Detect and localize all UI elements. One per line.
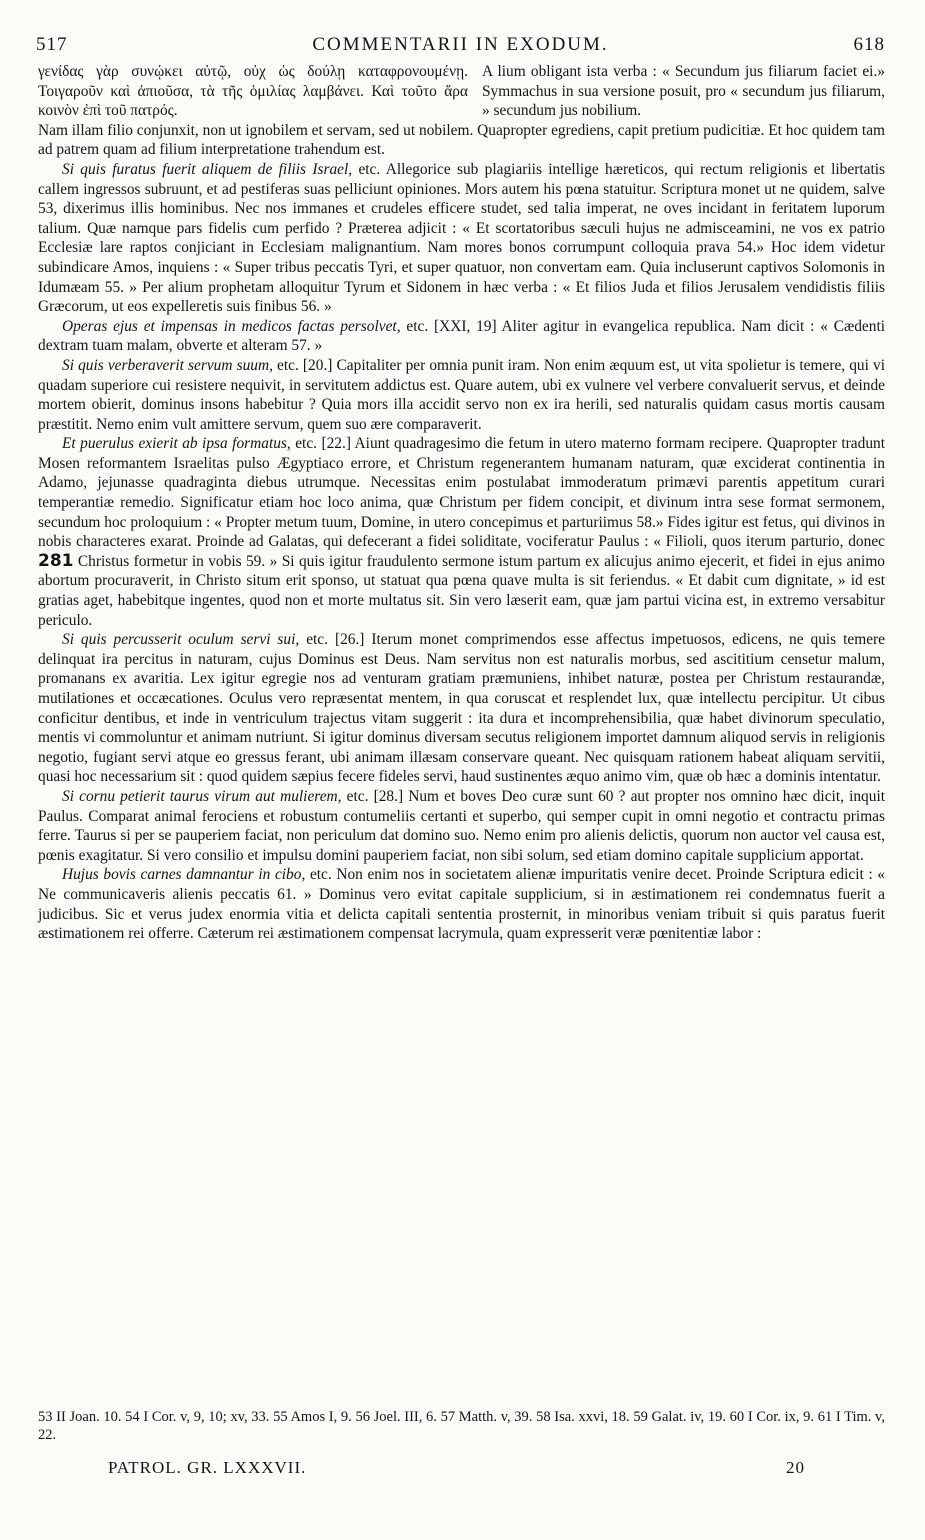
paragraph (38, 160, 885, 317)
paragraph (38, 121, 885, 160)
paragraph-text: Christus formetur in vobis 59. » Si quis igitur fraudulento sermone istum partum ex alicujus animo ejecerit, et fidei in ejus animo abortum procuraverit, in Christo situm erit sponso, ut statuat qua pœna quave multa is sit feriendus. « Et dabit cum dignitate, » id est gratias aget, habebitque ingentes, quod non et morte multatus sit. Sin vero læserit eam, quæ jam partui vicina est, in extremo versabitur periculo. (38, 552, 885, 629)
footnotes: 53 II Joan. 10. 54 I Cor. v, 9, 10; xv, 33. 55 Amos I, 9. 56 Joel. III, 6. 57 Matth. v, 39. 58 Isa. xxvi, 18. 59 Galat. iv, 19. 60 I Cor. ix, 9. 61 I Tim. v, 22. (38, 1409, 885, 1443)
latin-continuation (482, 62, 885, 121)
lemma: Si cornu petierit taurus virum aut mulierem, (62, 787, 342, 805)
paragraph-text: etc. [XXI, 19] Aliter agitur in evangelica republica. Nam dicit : « Cædenti dextram tuam malam, obverte et alteram 57. » (38, 317, 885, 355)
lemma: Operas ejus et impensas in medicos factas persolvet, (62, 317, 401, 335)
greek-text: γενίδας γὰρ συνῴκει αὐτῷ, οὐχ ὡς δούλῃ καταφρονουμένῃ. Τοιγαροῦν καὶ ἀπιοῦσα, τὰ τῆς ὁμιλίας λαμβάνει. Καὶ τοῦτο ἄρα κοινὸν ἐπὶ τοῦ πατρός. (38, 63, 468, 120)
lemma: Et puerulus exierit ab ipsa formatus, (62, 435, 291, 453)
paragraph (38, 865, 885, 943)
parallel-text-block (38, 62, 885, 121)
page-header (36, 34, 885, 56)
paragraph-text: etc. Non enim nos in societatem alienæ impuritatis venire decet. Proinde Scriptura edicit : « Ne communicaveris alienis peccatis 61. » Dominus vero evitat capitale supplicium, si in æstimationem rei condemnatus fuerit a judicibus. Sic et verus judex enormia vitia et delicta capitali sententia prosternit, in minoribus veniam tribuit si quis paratus fuerit æstimationem rei offerre. Cæterum rei æstimationem compensat lacrymula, quam expresserit veræ pœnitentiæ labor : (38, 866, 886, 943)
paragraph-text: etc. [20.] Capitaliter per omnia punit iram. Non enim æquum est, ut vita spolietur is temere, qui vi quadam superiore cui resistere nequivit, in servitutem addictus est. Quare autem, ubi ex vulnere vel verbere convaluerit servus, et deinde mortem obierit, dominus insons habebitur ? Quia mors illa accidit servo non ex ira herili, sed naturalis quidam casus mortis causam præstitit. Nemo enim vult amittere servum, quem suo ære comparaverit. (38, 356, 885, 433)
paragraph (38, 630, 885, 787)
lemma: Si quis verberaverit servum suum, (62, 356, 273, 374)
paragraph-text: etc. Allegorice sub plagiariis intellige hæreticos, qui rectum religionis et libertatis callem ingressos subruunt, et ad pestiferas suas pelliciunt opiniones. Mors autem his pœna statuitur. Scriptura monet ut ne quidem, salve 53, dixerimus illis hominibus. Nec nos immanes et crudeles efficere studet, sed talia imperat, ne oves incidant in feritatem luporum talium. Quæ namque pars fidelis cum perfido ? Præterea adjicit : « Et scortatoribus sæculi hujus ne admisceamini, ne vos ex patrio Ecclesiæ lare raptos conjiciant in Ecclesiam malignantium. Nam mores bonos corrumpunt colloquia prava 54.» Hoc idem videtur subindicare Amos, inquiens : « Super tribus peccatis Tyri, et super quatuor, non convertam eam. Quia incluserunt captivos Solomonis in Idumæam 55. » Per alium prophetam alloquitur Tyrum et Sidonem in hæc verba : « Et filios Juda et filios Jerusalem vendidistis filiis Græcorum, ut eos expelleretis suis finibus 56. » (38, 160, 885, 316)
lemma: Si quis furatus fuerit aliquem de filiis Israel, (62, 160, 353, 178)
paragraph (38, 317, 885, 356)
signature-mark: 20 (786, 1458, 805, 1477)
main-text (38, 62, 885, 944)
series-title: PATROL. GR. LXXXVII. (108, 1458, 307, 1477)
right-column-number: 618 (853, 34, 885, 55)
paragraph-text: Nam illam filio conjunxit, non ut ignobilem et servam, sed ut nobilem. Quapropter egrediens, capit pretium pudicitiæ. Et hoc quidem tam ad patrem quam ad filium interpretatione trahendum est. (38, 121, 885, 159)
paragraph (38, 434, 885, 630)
running-title: COMMENTARII IN EXODUM. (312, 34, 609, 55)
lemma: Si quis percusserit oculum servi sui, (62, 631, 300, 649)
section-marker: A (482, 63, 493, 80)
left-column-number: 517 (36, 34, 68, 55)
paragraph-text: etc. [28.] Num et boves Deo curæ sunt 60 ? aut propter nos omnino hæc dicit, inquit Paulus. Comparat animal ferociens et robustum contumeliis certanti et superbo, qui semper cupit in omni negotio et contractu primas ferre. Taurus si per se pauperiem faciat, non periculum dat domino suo. Nemo enim pro alienis delictis, quorum non auctor vel causa est, pœnis exagitatur. Si vero consilio et impulsu domini pauperiem faciat, non sibi solum, sed etiam domino capitale supplicium apportat. (38, 787, 885, 864)
latin-text: lium obligant ista verba : « Secundum jus filiarum faciet ei.» Symmachus in sua versione posuit, pro « secundum jus filiarum, » secundum jus nobilium. (482, 63, 885, 120)
page-footer (108, 1458, 805, 1478)
paragraph-text: etc. [22.] Aiunt quadragesimo die fetum in utero materno formam recipere. Quapropter tradunt Mosen reformantem Israelitas pulso Ægyptiaco errore, et Christum regenerantem humanam naturam, quæ exciderat continentia in Adamo, jejunasse quadraginta diebus utrumque. Necessitas enim postulabat immoderatum primævi parentis appetitum curari temperantiæ remedio. Significatur etiam hoc loco anima, quæ Christum per fidem concipit, et divinum intra sese format sermonem, secundum hoc proloquium : « Propter metum tuum, Domine, in utero concepimus et parturiimus 58.» Fides igitur est fetus, qui divinos in nobis characteres exarat. Proinde ad Galatas, qui defecerant a fidei soliditate, vociferatur Paulus : « Filioli, quos iterum parturio, donec (38, 435, 885, 551)
paragraph-text: etc. [26.] Iterum monet comprimendos esse affectus impetuosos, edicens, ne quis temere delinquat ira percitus in naturam, cujus Dominus est Deus. Nam servitus non est naturalis morbus, sed ascititium censetur malum, promanans ex avaritia. Lex igitur egregie nos ad venturam gratiam præmuniens, inhibet naturæ, postea per Christum restaurandæ, mutilationes et occæcationes. Oculus vero repræsentat mentem, in qua coruscat et resplendet lux, quæ intellectu percipitur. Ut cibus conficitur dentibus, et inde in ventriculum trajectus vitam suggerit : ita dura et incomprehensibilia, quæ habet divinorum speculatio, mentis vi commoluntur et animam nutriunt. Si igitur dominus diversam secutus religionem importet damnum aliquod servis in religionis negotio, fugiant servi atque eo gressus ferant, ubi animam illæsam conservare queant. Nec quisquam rationem habeat aliquam servitii, quasi hoc necessarium sit : quod quidem sæpius fecere fideles servi, haud sustinentes æquo animo vim, quæ ob hæc a dominis intentatur. (38, 631, 885, 786)
paragraph (38, 787, 885, 865)
paragraph (38, 356, 885, 434)
column-break-number: 281 (38, 550, 74, 571)
lemma: Hujus bovis carnes damnantur in cibo, (62, 866, 306, 884)
